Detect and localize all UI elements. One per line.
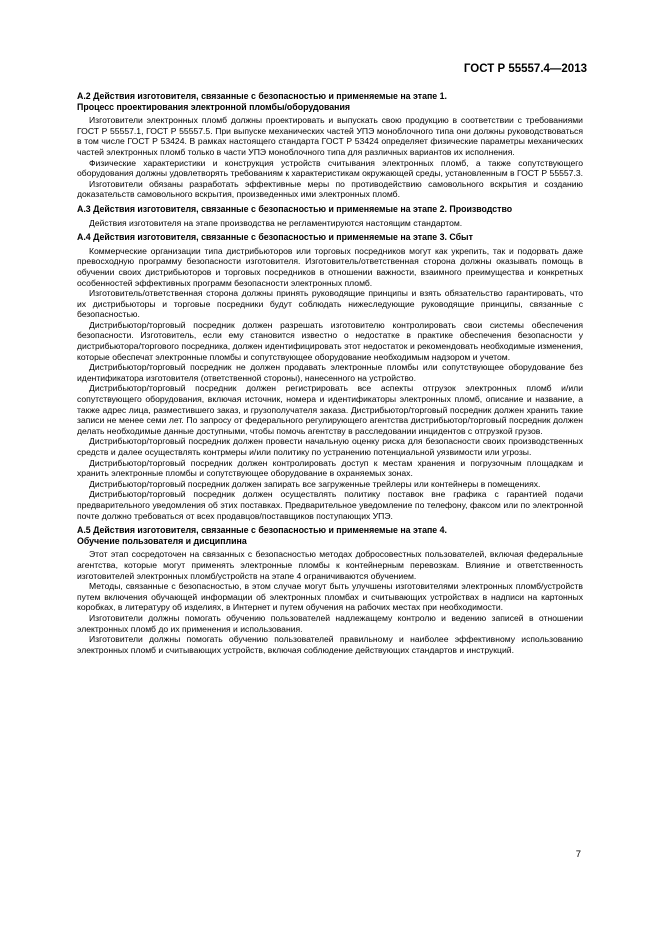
section-a4-paragraph: Дистрибьютор/торговый посредник должен провести начальную оценку риска для безопасности своих производственных средств и далее осуществлять контрмеры и/или политику по устранению потенциальной уязвимости или угрозы. (77, 436, 583, 457)
section-a4-paragraph: Дистрибьютор/торговый посредник должен запирать все загруженные трейлеры или контейнеры в помещениях. (89, 478, 541, 489)
section-a2-paragraph: Изготовители электронных пломб должны проектировать и выпускать свою продукцию в соответствии с требованиями ГОСТ Р 55557.1, ГОСТ Р 55557.5. При выпуске механических частей УПЭ моноблочного типа они должны руководствоваться в том числе ГОСТ Р 53424. В рамках настоящего стандарта ГОСТ Р 53424 определяет физические параметры механических частей электронных пломб только в части УПЭ моноблочного типа для различных вариантов их исполнения. (77, 115, 583, 157)
section-a4-paragraph: Коммерческие организации типа дистрибьюторов или торговых посредников могут как укрепить, так и подорвать даже превосходную программу безопасности изготовителя. Изготовитель/ответственная сторона должны оказывать помощь в обучении своих дистрибьюторов и торговых посредников в отношении важности, взаимного преимущества и конкретных особенностей эффективных программ безопасности электронных пломб. (77, 245, 583, 288)
section-a4-title: А.4 Действия изготовителя, связанные с безопасностью и применяемые на этапе 3. Сбыт (77, 232, 473, 243)
section-a4-paragraph: Дистрибьютор/торговый посредник должен регистрировать все аспекты отгрузок электронных пломб и/или сопутствующего оборудования, включая источник, номера и идентификаторы электронных пломб, описание и название, а также адрес лица, разместившего заказ, и грузополучателя заказа. Дистрибьютор/торговый посредник должен хранить такие записи не менее семи лет. По запросу от федерального регулирующего агентства дистрибьютор/торговый посредник должен делать необходимые данные доступными, чтобы помочь агентству в расследовании инцидентов с отгрузкой грузов. (77, 383, 583, 436)
section-a2-title-line1: А.2 Действия изготовителя, связанные с безопасностью и применяемые на этапе 1. (77, 91, 447, 101)
section-a4-paragraph: Дистрибьютор/торговый посредник должен разрешать изготовителю контролировать свои системы обеспечения безопасности. Изготовитель, если ему становится известно о недостатке в практике обеспечения безопасности у дистрибьютора/торгового посредника, должен идентифицировать этот недостаток и рекомендовать необходимые изменения, которые обеспечат электронные пломбы и сопутствующее оборудование необходимым надзором и учетом. (77, 319, 583, 362)
section-a2-title-line2: Процесс проектирования электронной пломбы/оборудования (77, 101, 351, 112)
section-a2-paragraph: Изготовители обязаны разработать эффективные меры по противодействию самовольного вскрытия и созданию доказательств самовольного вскрытия, произведенных ими электронных пломб. (77, 178, 583, 200)
page-number: 7 (575, 849, 581, 860)
section-a5-title-line2: Обучение пользователя и дисциплина (77, 535, 247, 546)
section-a3-title: А.3 Действия изготовителя, связанные с безопасностью и применяемые на этапе 2. Производство (77, 203, 513, 214)
section-a3-paragraph: Действия изготовителя на этапе производства не регламентируются настоящим стандартом. (89, 217, 463, 228)
section-a4-paragraph: Дистрибьютор/торговый посредник не должен продавать электронные пломбы или сопутствующее оборудование без идентификатора изготовителя (ответственной стороны), нанесенного на устройство. (77, 362, 583, 383)
section-a2-paragraph: Физические характеристики и конструкция устройств считывания электронных пломб, а также сопутствующего оборудования должны удовлетворять требованиям к характеристикам окружающей среды, установленным в ГОСТ Р 55557.3. (77, 157, 583, 179)
section-a5-title-line1: А.5 Действия изготовителя, связанные с безопасностью и применяемые на этапе 4. (77, 525, 447, 536)
section-a5-paragraph: Изготовители должны помогать обучению пользователей надлежащему контролю и ведению записей в отношении электронных пломб до их применения и использования. (77, 612, 583, 634)
section-a4-paragraph: Дистрибьютор/торговый посредник должен контролировать доступ к местам хранения и погрузочным площадкам и хранить электронные пломбы и сопутствующее оборудование в охраняемых зонах. (77, 457, 583, 479)
document-code: ГОСТ Р 55557.4—2013 (463, 63, 587, 75)
section-a5-paragraph: Этот этап сосредоточен на связанных с безопасностью методах добросовестных пользователей, включая федеральные агентства, которые могут применять электронные пломбы к контейнерным перевозкам. Влияние и ответственность изготовителей электронных пломб/устройств на этапе 4 ограничиваются обучением. (77, 549, 583, 581)
section-a5-paragraph: Методы, связанные с безопасностью, в этом случае могут быть улучшены изготовителями электронных пломб/устройств путем включения обучающей информации об электронных пломбах и считывающих устройствах в надписи на картонных коробках, в литературу об изделиях, в Интернет и путем обучения на рабочих местах при необходимости. (77, 581, 583, 613)
section-a4-paragraph: Изготовитель/ответственная сторона должны принять руководящие принципы и взять обязательство гарантировать, что их дистрибьюторы и торговые посредники будут соблюдать нижеследующие руководящие принципы, связанные с безопасностью. (77, 288, 583, 320)
section-a4-paragraph: Дистрибьютор/торговый посредник должен осуществлять политику поставок вне графика с гарантией подачи предварительного уведомления об этих поставках. Предварительное уведомление по телефону, факсом или по электронной почте должно требоваться от всех продавцов/поставщиков поступающих УПЭ. (77, 489, 583, 521)
page-body (77, 91, 583, 655)
section-a5-paragraph: Изготовители должны помогать обучению пользователей правильному и наиболее эффективному использованию электронных пломб и считывающих устройств, включая соблюдение действующих стандартов и инструкций. (77, 634, 583, 655)
